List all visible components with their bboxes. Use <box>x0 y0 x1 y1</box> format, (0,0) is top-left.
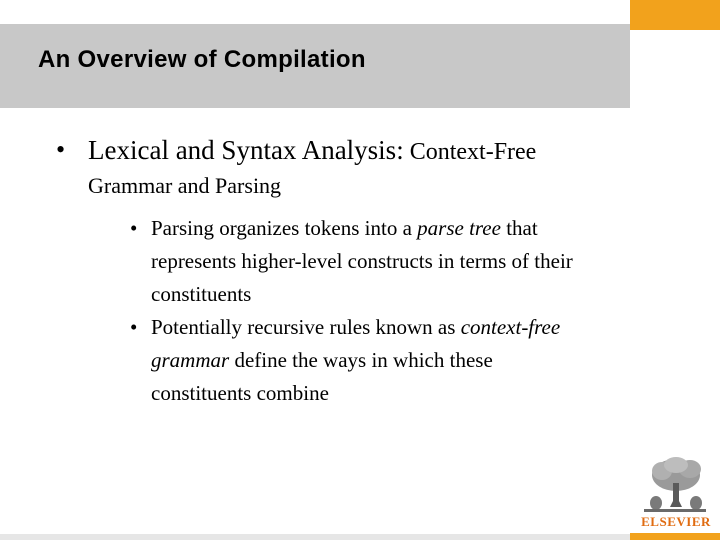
text-run: Potentially recursive rules known as <box>151 315 461 339</box>
italic-term: parse tree <box>417 216 501 240</box>
elsevier-logo-text: ELSEVIER <box>641 514 711 529</box>
subbullet-line: represents higher-level constructs in terms of their <box>151 249 573 273</box>
bullet-marker: • <box>56 135 66 164</box>
bullet-line-2: Grammar and Parsing <box>88 173 282 198</box>
text-run: that <box>500 216 538 240</box>
subbullet-line <box>151 311 560 344</box>
bullet-marker: • <box>130 315 138 339</box>
bullet-main-text: Lexical and Syntax Analysis: <box>88 135 404 165</box>
subbullet-line: constituents combine <box>151 381 329 405</box>
text-run: define the ways in which these <box>229 348 493 372</box>
bullet-marker: • <box>130 216 138 240</box>
bottom-rule <box>0 534 720 540</box>
bottom-accent-bar <box>630 533 720 540</box>
bullet-line <box>88 132 536 170</box>
bullet-sub-text: Context-Free <box>403 139 537 165</box>
italic-term: grammar <box>151 348 230 372</box>
subbullet-line <box>151 212 573 245</box>
subbullet-text <box>151 311 560 410</box>
subbullet-text <box>151 212 573 311</box>
text-run: Parsing organizes tokens into a <box>151 216 418 240</box>
subbullet-line: constituents <box>151 282 252 306</box>
italic-term: context-free <box>460 315 561 339</box>
slide-title: An Overview of Compilation <box>38 46 366 73</box>
subbullet-line <box>151 344 560 377</box>
